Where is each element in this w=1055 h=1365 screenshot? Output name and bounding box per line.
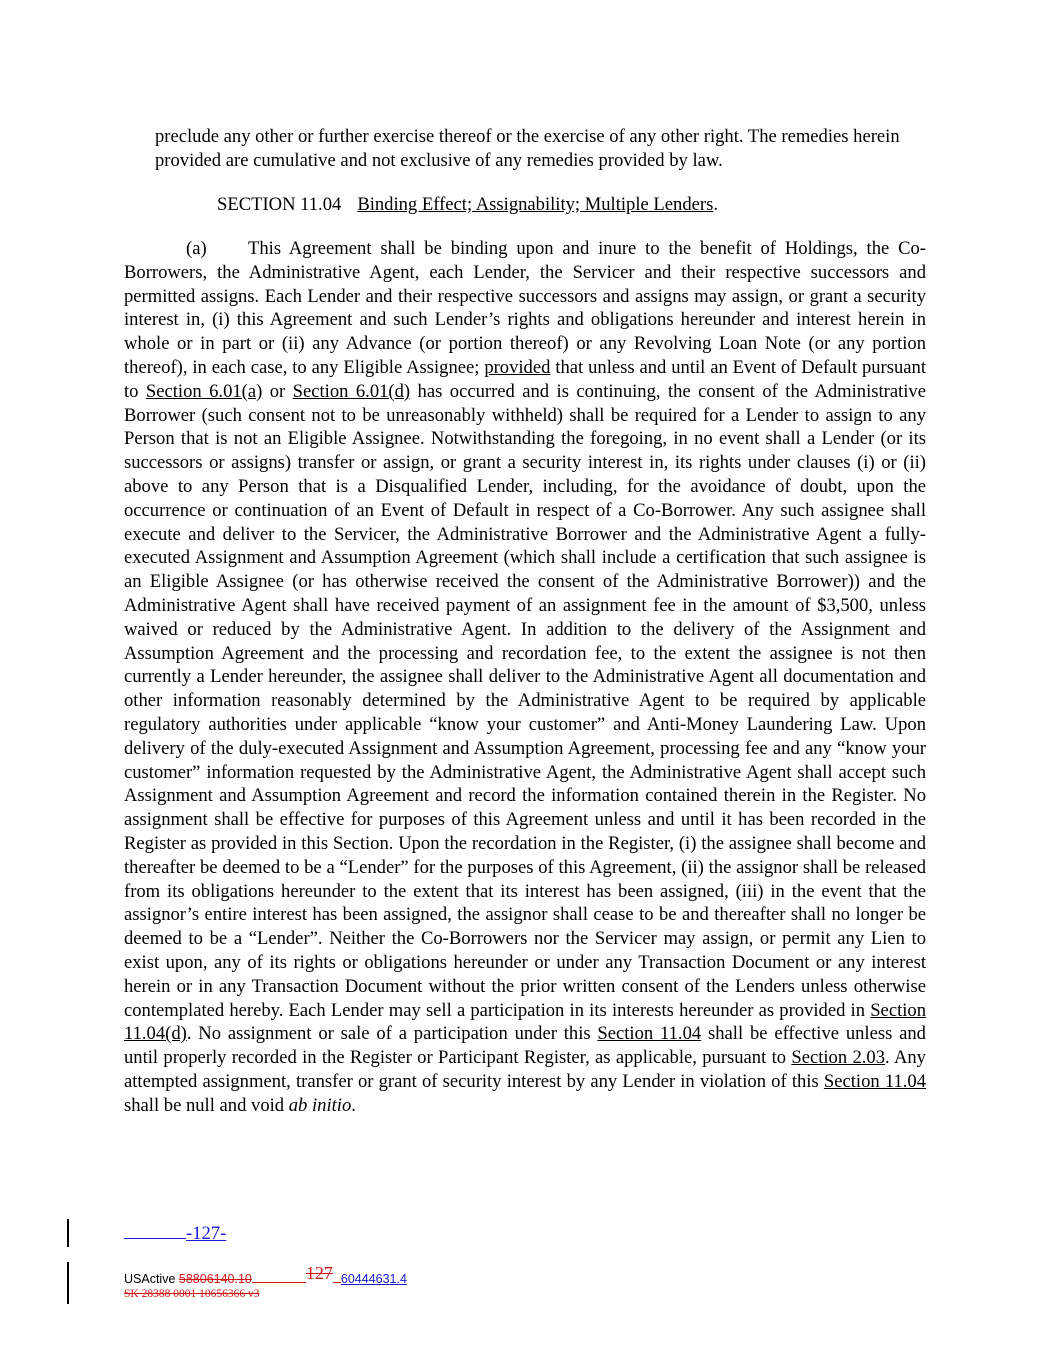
- paragraph-text: has occurred and is continuing, the consent of the Administrative Borrower (such consent not to be unreasonably withheld) shall be required for a Lender to assign to any Person that is not an Eligible Assignee. Notwithstanding the foregoing, in no event shall a Lender (or its successors or assigns) transfer or assign, or grant a security interest in, its rights under clauses (i) or (ii) above to any Person that is a Disqualified Lender, including, for the avoidance of doubt, upon the occurrence or continuation of an Event of Default in respect of a Co-Borrower. Any such assignee shall execute and deliver to the Servicer, the Administrative Borrower and the Administrative Agent a fully-executed Assignment and Assumption Agreement (which shall include a certification that such assignee is an Eligible Assignee (or has otherwise received the consent of the Administrative Borrower)) and the Administrative Agent shall have received payment of an assignment fee in the amount of $3,500, unless waived or reduced by the Administrative Agent. In addition to the delivery of the Assignment and Assumption Agreement and the processing and recordation fee, to the extent the assignee is not then currently a Lender hereunder, the assignee shall deliver to the Administrative Agent all documentation and other information reasonably determined by the Administrative Agent to be required by applicable regulatory authorities under applicable “know your customer” and Anti-Money Laundering Law. Upon delivery of the duly-executed Assignment and Assumption Agreement, processing fee and any “know your customer” information requested by the Administrative Agent, the Administrative Agent shall accept such Assignment and Assumption Agreement and record the information contained therein in the Register. No assignment shall be effective for purposes of this Agreement unless and until it has been recorded in the Register as provided in this Section. Upon the recordation in the Register, (i) the assignee shall become and thereafter be deemed to be a “Lender” for the purposes of this Agreement, (ii) the assignor shall be released from its obligations hereunder to the extent that its interest has been assigned, (iii) in the event that the assignor’s entire interest has been assigned, the assignor shall cease to be and thereafter shall no longer be deemed to be a “Lender”. Neither the Co-Borrowers nor the Servicer may assign, or permit any Lien to exist upon, any of its rights or obligations hereunder or under any Transaction Document or any interest herein or in any Transaction Document without the prior written consent of the Lenders unless otherwise contemplated hereby. Each Lender may sell a participation in its interests hereunder as provided in: [124, 380, 926, 1021]
- provided-term: provided: [484, 356, 551, 378]
- section-reference: Section 2.03: [791, 1047, 886, 1069]
- paragraph-label: (a): [186, 238, 207, 259]
- inserted-tab-leader: [124, 1222, 186, 1239]
- section-reference: Section 6.01(a): [145, 380, 263, 402]
- paragraph-a: [124, 237, 926, 1117]
- paragraph-text: . No assignment or sale of a participation under this: [186, 1023, 598, 1045]
- paragraph-text: that unless and until an Event of Default pursuant to: [124, 356, 926, 402]
- inserted-doc-id: 60444631.4: [340, 1272, 407, 1286]
- footer-label: USActive: [124, 1272, 179, 1286]
- paragraph-text: .: [351, 1094, 356, 1116]
- section-reference: Section 11.04(d): [124, 999, 926, 1045]
- page-number-text: -127-: [186, 1223, 227, 1244]
- section-reference: Section 11.04: [597, 1023, 702, 1045]
- section-number: SECTION 11.04: [217, 194, 342, 215]
- section-reference: Section 11.04: [823, 1070, 926, 1092]
- footer-deleted-sk-id: SK 28388 0001 10656366 v3: [124, 1288, 260, 1300]
- section-reference: Section 6.01(d): [292, 380, 411, 402]
- paragraph-text: This Agreement shall be binding upon and inure to the benefit of Holdings, the Co-Borrowers, the Administrative Agent, each Lender, the Servicer and their respective successors and permitted assigns. Each Lender and their respective successors and assigns may assign, or grant a security interest in, (i) this Agreement and such Lender’s rights and obligations hereunder and interest herein in whole or in part or (ii) any Advance (or portion thereof) or any Revolving Loan Note (or any portion thereof), in each case, to any Eligible Assignee;: [124, 238, 926, 378]
- latin-term: ab initio: [288, 1094, 352, 1116]
- section-title-period: .: [713, 194, 718, 215]
- deleted-page-number: 127: [305, 1263, 333, 1283]
- change-bar: [67, 1219, 69, 1247]
- paragraph-text: shall be null and void: [124, 1094, 289, 1116]
- section-heading: [217, 193, 718, 217]
- paragraph-text: or: [262, 380, 293, 402]
- continuation-paragraph: preclude any other or further exercise thereof or the exercise of any other right. The remedies herein provided are cumulative and not exclusive of any remedies provided by law.: [155, 126, 900, 171]
- footer-doc-id: [124, 1263, 407, 1288]
- deleted-doc-id: 58806140.10: [178, 1272, 252, 1286]
- change-bar: [67, 1262, 69, 1304]
- paragraph-text: shall be effective unless and until properly recorded in the Register or Participant Register, as applicable, pursuant to: [124, 1023, 926, 1069]
- deleted-tab: [252, 1276, 306, 1283]
- paragraph-text: . Any attempted assignment, transfer or grant of security interest by any Lender in violation of this: [124, 1047, 926, 1092]
- page-number: [124, 1222, 226, 1246]
- deleted-tab: [333, 1276, 341, 1283]
- section-title: Binding Effect; Assignability; Multiple Lenders: [357, 194, 714, 215]
